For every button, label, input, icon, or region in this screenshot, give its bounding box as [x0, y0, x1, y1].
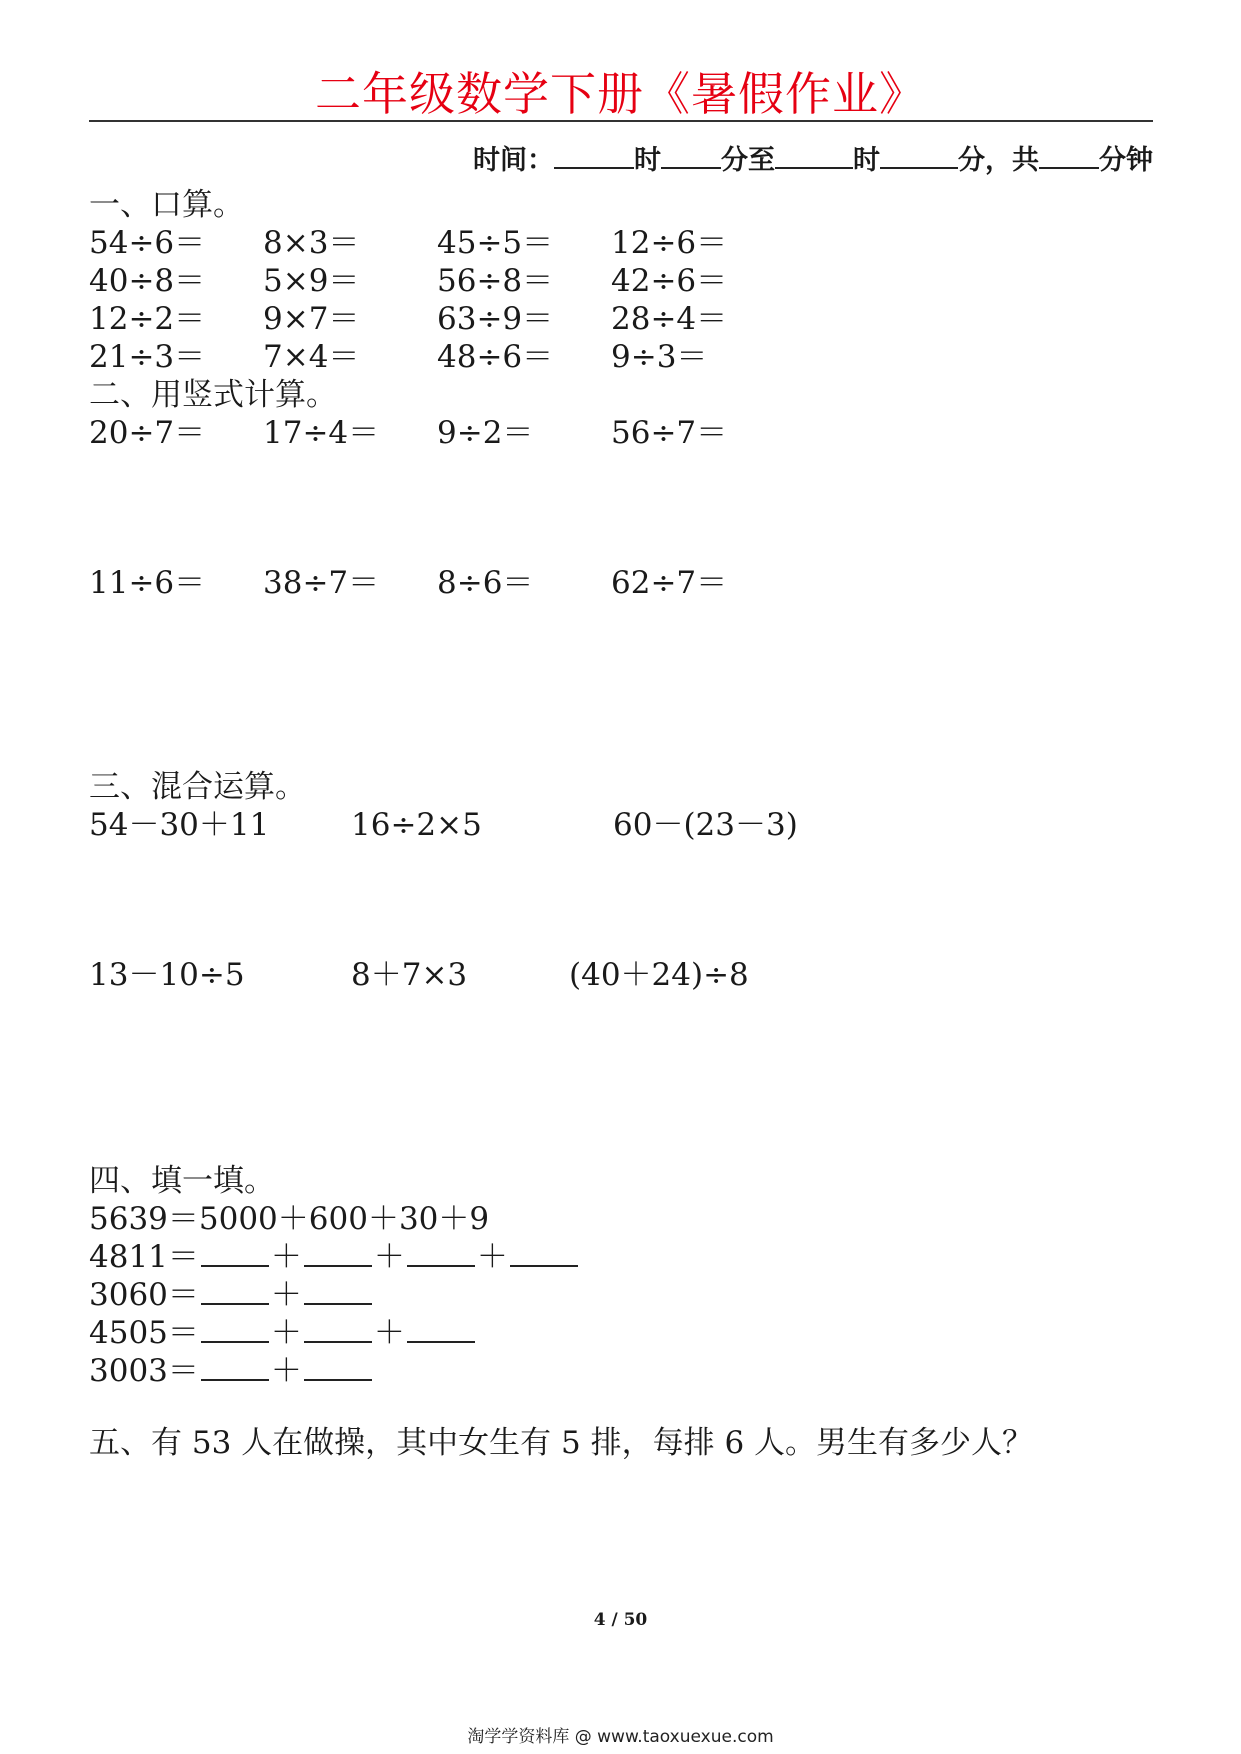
problem: 17÷4＝	[263, 415, 380, 451]
answer-blank[interactable]	[407, 1241, 475, 1267]
problem: 5×9＝	[263, 263, 360, 299]
page-title: 二年级数学下册《暑假作业》	[315, 67, 926, 121]
problem: 45÷5＝	[437, 225, 554, 261]
fill-lhs: 4505＝	[89, 1315, 199, 1351]
problem: 54－30＋11	[89, 807, 270, 843]
time-unit: 时	[634, 145, 661, 176]
problem: 63÷9＝	[437, 301, 554, 337]
time-unit: 分至	[721, 145, 775, 176]
problem: 40÷8＝	[89, 263, 206, 299]
problem: 7×4＝	[263, 339, 360, 375]
time-unit: 时	[853, 145, 880, 176]
time-blank[interactable]	[661, 145, 721, 169]
plus-sign: ＋	[270, 1315, 302, 1351]
time-blank[interactable]	[1039, 145, 1099, 169]
problem: 42÷6＝	[611, 263, 728, 299]
plus-sign: ＋	[476, 1239, 508, 1275]
section-heading: 二、用竖式计算。	[89, 377, 337, 413]
problem: (40＋24)÷8	[569, 957, 749, 993]
section-heading: 三、混合运算。	[89, 769, 306, 805]
fill-row	[89, 1238, 580, 1276]
time-blank[interactable]	[880, 145, 958, 169]
plus-sign: ＋	[270, 1277, 302, 1313]
problem: 12÷2＝	[89, 301, 206, 337]
time-unit: 分钟	[1099, 145, 1153, 176]
plus-sign: ＋	[270, 1353, 302, 1389]
problem: 8÷6＝	[437, 565, 534, 601]
fill-row	[89, 1352, 374, 1390]
time-unit: 分，共	[958, 145, 1039, 176]
fill-row	[89, 1276, 374, 1314]
problem: 8×3＝	[263, 225, 360, 261]
section-heading: 四、填一填。	[89, 1163, 275, 1199]
problem: 56÷8＝	[437, 263, 554, 299]
time-label: 时间：	[473, 145, 554, 176]
answer-blank[interactable]	[201, 1241, 269, 1267]
answer-blank[interactable]	[201, 1355, 269, 1381]
problem: 13－10÷5	[89, 957, 245, 993]
fill-lhs: 3060＝	[89, 1277, 199, 1313]
fill-lhs: 4811＝	[89, 1239, 199, 1275]
word-problem: 五、有 53 人在做操，其中女生有 5 排，每排 6 人。男生有多少人？	[89, 1425, 1034, 1461]
problem: 8＋7×3	[351, 957, 468, 993]
problem: 54÷6＝	[89, 225, 206, 261]
problem: 9×7＝	[263, 301, 360, 337]
example-line: 5639＝5000＋600＋30＋9	[89, 1201, 490, 1237]
problem: 28÷4＝	[611, 301, 728, 337]
fill-lhs: 3003＝	[89, 1353, 199, 1389]
problem: 38÷7＝	[263, 565, 380, 601]
time-record-line	[473, 138, 1153, 177]
fill-row	[89, 1314, 477, 1352]
problem: 48÷6＝	[437, 339, 554, 375]
answer-blank[interactable]	[407, 1317, 475, 1343]
page-number: 4 / 50	[593, 1610, 648, 1630]
problem: 16÷2×5	[351, 807, 482, 843]
section-heading: 一、口算。	[89, 187, 244, 223]
problem: 21÷3＝	[89, 339, 206, 375]
problem: 9÷2＝	[437, 415, 534, 451]
plus-sign: ＋	[270, 1239, 302, 1275]
problem: 12÷6＝	[611, 225, 728, 261]
problem: 9÷3＝	[611, 339, 708, 375]
problem: 20÷7＝	[89, 415, 206, 451]
answer-blank[interactable]	[304, 1355, 372, 1381]
answer-blank[interactable]	[304, 1317, 372, 1343]
answer-blank[interactable]	[201, 1279, 269, 1305]
site-watermark: 淘学学资料库 @ www.taoxuexue.com	[467, 1727, 774, 1747]
plus-sign: ＋	[373, 1315, 405, 1351]
problem: 60－(23－3)	[613, 807, 798, 843]
problem: 62÷7＝	[611, 565, 728, 601]
problem: 56÷7＝	[611, 415, 728, 451]
answer-blank[interactable]	[510, 1241, 578, 1267]
plus-sign: ＋	[373, 1239, 405, 1275]
time-blank[interactable]	[775, 145, 853, 169]
answer-blank[interactable]	[304, 1279, 372, 1305]
problem: 11÷6＝	[89, 565, 206, 601]
time-blank[interactable]	[554, 145, 634, 169]
title-divider	[89, 120, 1153, 122]
answer-blank[interactable]	[304, 1241, 372, 1267]
answer-blank[interactable]	[201, 1317, 269, 1343]
